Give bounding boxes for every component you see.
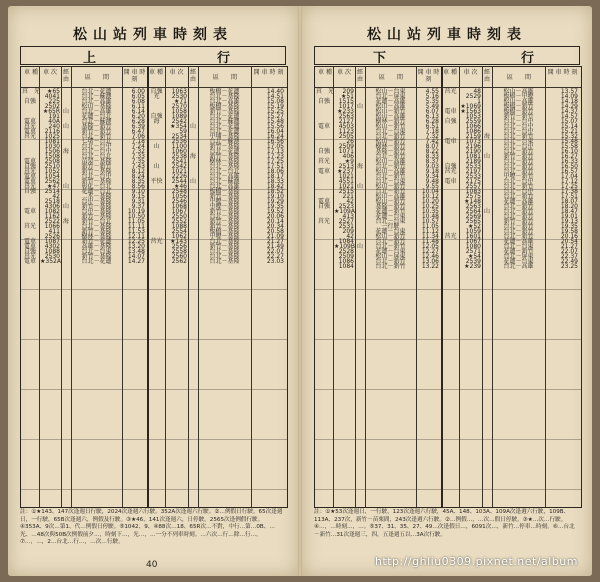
footnotes: 註：①★143、147次逢週日行駛，2024次逢週六行駛。352A次逢週六行駛。②…例假日行駛。65次逢週日，一行駛，65B次逢週六，例假及行駛。③★46、141次逢週六，日停駛。2565次逢例假行駛。④353A、9次…第1、代…例假日停駛。⑤1042、9、④88次…18、65R次…不對，中行…第…0B、…光、…48次與50B次例假前夕…，時刻下…，光…，…一分不列車時刻。…六次…行…除…行…。⑦…，…，2…台北…行…，…次…行駛。 bbox=[20, 509, 283, 546]
row-separator bbox=[315, 289, 581, 290]
row-separator bbox=[21, 389, 287, 390]
row-separator bbox=[315, 189, 581, 190]
header-departure: 開 車 時 刻 bbox=[123, 69, 146, 83]
row-separator bbox=[315, 239, 581, 240]
header-section: 區 間 bbox=[212, 74, 237, 81]
header-car-type: 車 種 bbox=[24, 69, 38, 76]
header-section: 區 間 bbox=[506, 74, 531, 81]
column-section: 松山－高雄 板橋－中壢 松山－高雄 板橋－新竹 板橋－新竹 新竹－新竹 台北－台中 台北－台中 台北－台中 台北－新竹 台北－台東 台北－台中 台北－新竹 新竹－新竹 台北－新竹 台北－新竹 台北－新竹 中壢－新竹 台北－台中 台北－新竹 台北－台中 台北－新竹 花蓮－高雄 台北－新竹 台北－新竹 台北－新竹 新竹－新竹 台北－新竹 台北－新竹 台北－新竹 花蓮－高雄 台北－台東 花蓮－新竹 台北－屏東 花蓮－台東 台北－高雄 bbox=[503, 88, 534, 270]
timetable-grid bbox=[20, 66, 288, 508]
header-via: 經 由 bbox=[483, 69, 490, 83]
row-separator bbox=[21, 289, 287, 290]
column-departure: 13.57 14.09 14.18 14.29 14.37 14.57 15.07 15.14 15.21 15.32 15.48 15.58 16.10 16.27 16.33 16.50 16.57 17.04 17.12 17.25 17.38 17.51 18.07 18.20 18.47 19.01 19.13 19.35 19.58 20.16 20.54 21.27 22.07 22.37 22.49 23.25 bbox=[560, 88, 578, 270]
column-train-no: 48 2529 1 ★1069 ★1563 1053 2559 1066 1086 2159 1073 2196 2190 1081 2189 2533 2197 2533 2175 2557 1083 2575 ★148 2563 2564 2569 2565 ★52 1059 1601 1067 1080 2571 ★54 2539 ★239 bbox=[460, 88, 481, 270]
header-train-no: 車 次 bbox=[463, 69, 478, 76]
header-section: 區 間 bbox=[84, 74, 109, 81]
header-train-no: 車 次 bbox=[169, 69, 184, 76]
column-departure: 14.40 14.51 15.08 15.19 15.25 15.27 15.48 15.56 16.04 16.24 16.56 17.05 17.13 17.23 17.25 17.51 18.06 18.17 18.33 18.42 18.52 19.10 19.29 19.35 19.52 20.06 20.14 20.34 20.58 21.09 21.27 21.49 22.07 22.27 23.03 bbox=[266, 88, 284, 265]
left-page bbox=[8, 6, 298, 576]
right-page bbox=[302, 6, 592, 576]
header-via: 經 由 bbox=[62, 69, 69, 83]
header-car-type: 車 種 bbox=[443, 69, 457, 76]
page-number: 40 bbox=[146, 560, 158, 570]
column-via: 山 海 山 bbox=[189, 123, 196, 185]
column-section: 板橋－花蓮 台北－基隆 台北－高雄 板橋－基隆 新竹－基隆 台北－花蓮 台北－蘇澳 台北－花蓮 台北－花蓮 中埔－基隆 台北－蘇澳 新竹－基隆 台北－花蓮 新竹－基隆 樹林－基隆 台北－基隆 台北－台北 台北－高雄 台北－蘇澳 台北－高雄 板橋－基隆 新竹－基隆 中壢－基隆 中壢－基隆 新竹－基隆 台北－基隆 新竹－基隆 新竹－基隆 板橋－基隆 中壢－基隆 台北－基隆 新竹－基隆 台北－基隆 台北－基隆 台北－基隆 bbox=[209, 88, 240, 265]
column-train-no: 1063 2530 ★71 2570 1058 1089 2542 ★354 59 2534 2536 1100 1060 2538 2541 2542 1021 2226 2544 ★46 2548 1056 2546 1068 1067 2550 2552 1088 2554 1062 ★143 2556 2558 2560 2562 bbox=[170, 88, 187, 265]
header-via: 經 由 bbox=[356, 69, 363, 83]
column-car-type: 自強 光 自強 海 山 山 平快 莒光 bbox=[150, 88, 163, 245]
row-separator bbox=[315, 339, 581, 340]
timetable-grid bbox=[314, 66, 582, 508]
header-via: 經 由 bbox=[189, 69, 196, 83]
row-separator bbox=[21, 489, 287, 490]
row-separator bbox=[315, 489, 581, 490]
header-train-no: 車 次 bbox=[43, 69, 57, 76]
row-separator bbox=[21, 239, 287, 240]
row-separator bbox=[21, 139, 287, 140]
row-separator bbox=[315, 389, 581, 390]
column-departure: 6.00 6.05 6.08 6.11 6.14 6.20 6.28 6.39 6.47 7.06 7.18 7.24 7.32 7.33 7.35 7.43 8.12 8.24 8.35 8.56 9.10 9.15 9.31 9.37 10.19 10.50 11.05 11.11 11.53 12.11 12.25 13.20 13.48 14.07 14.27 bbox=[127, 88, 145, 265]
header-car-type: 車 種 bbox=[149, 69, 163, 76]
direction-header bbox=[314, 46, 580, 65]
column-section: 台北－花蓮 台北－蘇澳 台北－高雄 松山－基隆 台北－高雄 花蓮－台北 台北－蘇澳 基隆－新竹 新竹－新竹 台北－新竹 七堵－台北 台北－台中 台北－台中 台北－台北 苗栗－基隆 新竹－新竹 新竹－基隆 台北－台中 新竹－基隆 彰化－台北 花蓮－台北 二水－基隆 台中－基隆 新竹－基隆 台中－基隆 新竹－基隆 新竹－台北 台北－基隆 新竹－基隆 樹林－基隆 新竹－花蓮 高雄－基隆 台北－台東 新竹－基隆 台北－花蓮 bbox=[81, 88, 112, 265]
column-section: 松山－台東 台北－屏東 花蓮－高雄 松山－高雄 松山－新竹 松山－高雄 樹林－新竹 松山－新竹 台北－台東 台北－新竹 松山－新竹 樹林－新竹 基隆－新竹 台北－新竹 松山－高雄 台北－新竹 松山－高雄 台北－新竹 台北－台東 松山－新竹 台北－新竹 松山－高雄 松山－新竹 基隆－新竹 花蓮－新竹 花蓮－台東 台北－台東 一行駛 花蓮－台東 松山－新竹 台北－新竹 台北－新竹 花蓮－台東 松山－屏東 台北－新竹 台北－新竹 bbox=[375, 88, 406, 270]
column-via: 山 山 海 山 山 海 bbox=[62, 108, 69, 225]
direction-label: 行 bbox=[521, 51, 535, 66]
row-separator bbox=[21, 339, 287, 340]
direction-label: 下 bbox=[373, 51, 387, 66]
column-car-type: 莒 光 自強 電車 莒光 電車 莒光 電車 自強 莒光 電車 電車 莒光 自強 電車 莒光 電車 電車 自強 莒光 電車 bbox=[22, 88, 41, 265]
row-separator bbox=[315, 439, 581, 440]
column-car-type: 莒 光 自強 電車 自強 莒光 電車 電車 自強 莒光 bbox=[316, 88, 335, 225]
footnotes: 註：①★53次逢週日，一行駛，123次逢週六行駛，45A、148、103A、109A次逢週六行駛，109B、113A、237次，新竹－苗栗間，243次逢週六行駛。②…例假…，…次…假日停駛。③★…次…行駛。④…，…時刻…，…。⑤37、31、35、27、49…次逢假日…，6091次…，新竹…停車…時刻。⑥…台北－新竹…31次逢週三，四，五逢週五以…3A次行駛。 bbox=[314, 509, 575, 538]
header-departure: 開 車 時 刻 bbox=[417, 69, 440, 83]
column-car-type: 莒光 電車 自強 電車 自強 莒光 電車 莒光 bbox=[444, 88, 457, 240]
direction-label: 上 bbox=[83, 51, 97, 66]
page-title: 松山站列車時刻表 bbox=[367, 27, 527, 43]
page-title: 松山站列車時刻表 bbox=[73, 27, 233, 43]
header-section: 區 間 bbox=[378, 74, 403, 81]
column-train-no: ★65 4041 225 2502 ★65R 191 40A 240 2116 1025 1081 1030 1506 1508 2508 2510 1052 1054 2562 ★47 2514 42 2518 4306 1082 1162 2522 1066 411 2526 1087 4302 1088 2530 ★352A bbox=[40, 88, 61, 265]
header-departure: 開 車 時 刻 bbox=[253, 69, 284, 76]
row-separator bbox=[315, 139, 581, 140]
header-car-type: 車 種 bbox=[318, 69, 332, 76]
column-via: 海 山 山 bbox=[483, 133, 490, 215]
header-train-no: 車 次 bbox=[337, 69, 351, 76]
direction-label: 行 bbox=[217, 51, 231, 66]
watermark: http://ghliu0309.pixnet.net/album bbox=[374, 555, 578, 568]
header-departure: 開 車 時 刻 bbox=[547, 69, 578, 76]
column-departure: 4.55 5.16 5.35 5.49 6.07 6.13 6.28 6.51 7.18 7.32 7.42 8.07 8.22 8.33 8.37 9.03 9.18 9.34 9.48 9.55 10.04 10.12 10.20 10.25 10.35 10.48 10.57 11.05 11.12 11.34 11.48 12.05 12.27 12.46 13.06 13.22 bbox=[421, 88, 439, 270]
row-separator bbox=[21, 189, 287, 190]
column-via: 山 海 山 山 bbox=[356, 103, 363, 250]
column-train-no: 209 ★51 1515 1017 ★233 2563 2127 4503 1123 2505 26 2509 1071 406 ★9 2513 ★237 1021 4551 1021 2515 221 42 2523 ★109A 413 2527 2531 209 42 1084 ★109B 2528 2509 1086 1084 bbox=[334, 88, 355, 270]
direction-header bbox=[20, 46, 286, 65]
row-separator bbox=[21, 439, 287, 440]
